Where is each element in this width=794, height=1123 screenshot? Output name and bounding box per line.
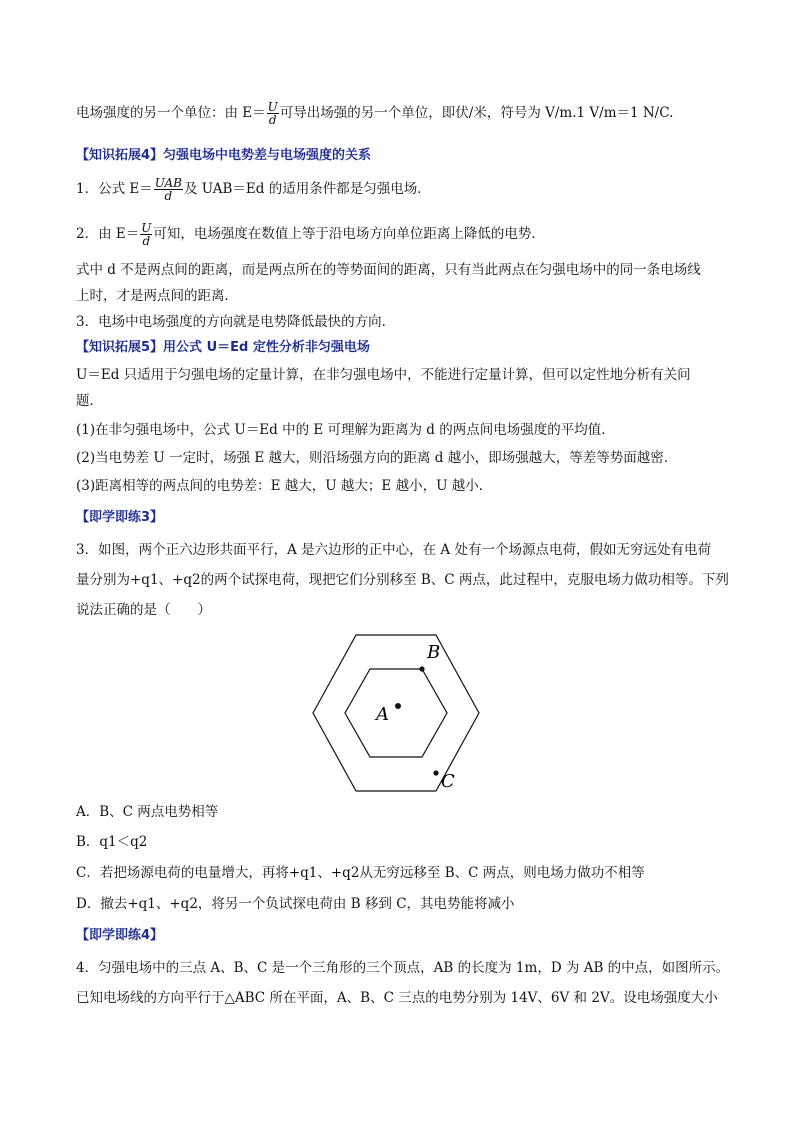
fraction-u-over-d bbox=[267, 101, 279, 126]
kx4-item-2-pre: 2．由 E＝ bbox=[76, 226, 140, 242]
ex3-option-a: A．B、C 两点电势相等 bbox=[76, 804, 219, 820]
unit-text-pre: 电场强度的另一个单位：由 E＝ bbox=[76, 105, 266, 121]
ex3-option-c: C．若把场源电荷的电量增大，再将+q1、+q2从无穷远移至 B、C 两点，则电场力做功不相等 bbox=[76, 865, 645, 881]
section-heading-kx5: 【知识拓展5】用公式 U＝Ed 定性分析非匀强电场 bbox=[76, 340, 370, 355]
kx5-point-1: (1)在非匀强电场中，公式 U＝Ed 中的 E 可理解为距离为 d 的两点间电场强度的平均值． bbox=[76, 422, 615, 438]
kx4-item-1-post: 及 UAB＝Ed 的适用条件都是匀强电场． bbox=[183, 181, 431, 197]
inner-hexagon bbox=[345, 669, 447, 757]
hexagon-figure bbox=[310, 632, 482, 794]
section-heading-kx4: 【知识拓展4】匀强电场中电势差与电场强度的关系 bbox=[76, 148, 372, 163]
fraction-u-over-d-2 bbox=[140, 222, 152, 247]
outer-hexagon bbox=[313, 635, 479, 791]
kx5-point-2: (2)当电势差 U 一定时，场强 E 越大，则沿场强方向的距离 d 越小，即场强越大，等差等势面越密． bbox=[76, 450, 678, 466]
point-b-dot bbox=[419, 666, 424, 671]
label-b: B bbox=[427, 642, 441, 663]
kx5-line-1: U＝Ed 只适用于匀强电场的定量计算，在非匀强电场中，不能进行定量计算，但可以定性地分析有关问 bbox=[76, 367, 691, 383]
kx4-item-2-post: 可知，电场强度在数值上等于沿电场方向单位距离上降低的电势． bbox=[153, 226, 545, 242]
ex4-question-line-1: 4．匀强电场中的三点 A、B、C 是一个三角形的三个顶点，AB 的长度为 1m，D 为 AB 的中点，如图所示。 bbox=[76, 960, 730, 976]
kx5-line-2: 题． bbox=[76, 393, 103, 409]
fraction-denominator: d bbox=[164, 189, 173, 203]
label-c: C bbox=[441, 771, 455, 792]
kx4-note-line-2: 上时，才是两点间的距离． bbox=[76, 288, 238, 304]
kx4-item-1 bbox=[76, 177, 734, 202]
fraction-numerator: UAB bbox=[154, 176, 182, 190]
fraction-uab-over-d bbox=[154, 177, 183, 202]
ex3-option-d: D．撤去+q1、+q2，将另一个负试探电荷由 B 移到 C，其电势能将减小 bbox=[76, 896, 515, 912]
section-heading-ex3: 【即学即练3】 bbox=[76, 510, 164, 525]
fraction-denominator: d bbox=[142, 234, 151, 248]
section-heading-ex4: 【即学即练4】 bbox=[76, 928, 164, 943]
point-c-dot bbox=[433, 770, 438, 775]
fraction-denominator: d bbox=[268, 113, 277, 127]
kx5-point-3: (3)距离相等的两点间的电势差：E 越大，U 越大；E 越小，U 越小． bbox=[76, 478, 493, 494]
kx4-note-line-1: 式中 d 不是两点间的距离，而是两点所在的等势面间的距离，只有当此两点在匀强电场中的同一条电场线 bbox=[76, 262, 701, 278]
unit-paragraph bbox=[76, 101, 734, 126]
ex3-question-line-3: 说法正确的是（ ） bbox=[76, 602, 211, 618]
ex4-question-line-2: 已知电场线的方向平行于△ABC 所在平面，A、B、C 三点的电势分别为 14V、6V 和 2V。设电场强度大小 bbox=[76, 990, 718, 1006]
unit-text-post: 可导出场强的另一个单位，即伏/米，符号为 V/m.1 V/m＝1 N/C. bbox=[279, 105, 674, 121]
ex3-question-line-2: 量分别为+q1、+q2的两个试探电荷，现把它们分别移至 B、C 两点，此过程中，克服电场力做功相等。下列 bbox=[76, 572, 729, 588]
ex3-option-b: B．q1＜q2 bbox=[76, 834, 148, 850]
kx4-item-3: 3．电场中电场强度的方向就是电势降低最快的方向． bbox=[76, 314, 396, 330]
fraction-numerator: U bbox=[267, 100, 278, 114]
label-a: A bbox=[376, 704, 389, 725]
fraction-numerator: U bbox=[141, 221, 152, 235]
kx4-item-2 bbox=[76, 222, 734, 247]
ex3-question-line-1: 3．如图，两个正六边形共面平行，A 是六边形的正中心，在 A 处有一个场源点电荷，假如无穷远处有电荷 bbox=[76, 542, 711, 558]
point-a-dot bbox=[395, 703, 401, 709]
kx4-item-1-pre: 1．公式 E＝ bbox=[76, 181, 153, 197]
